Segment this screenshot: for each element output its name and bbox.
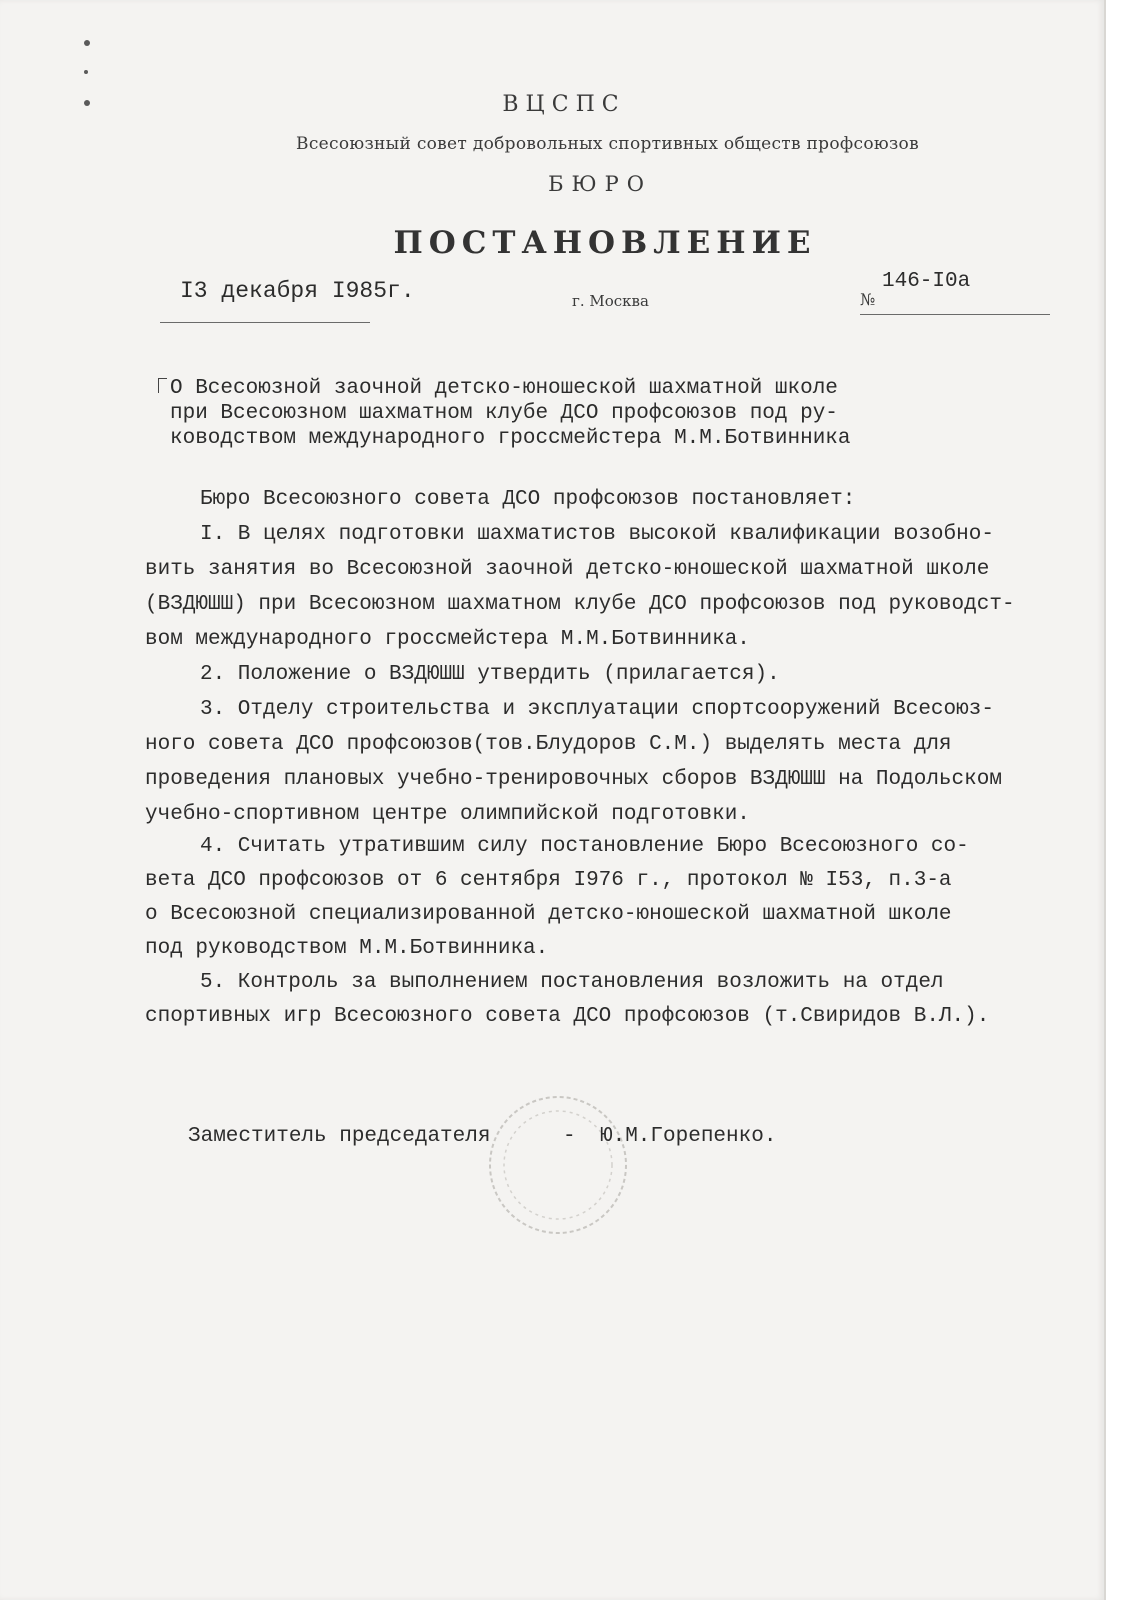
body-line: проведения плановых учебно-тренировочных сборов ВЗДЮШШ на Подольском bbox=[145, 768, 1002, 791]
margin-mark bbox=[84, 70, 88, 74]
body-line: ного совета ДСО профсоюзов(тов.Блудоров С.М.) выделять места для bbox=[145, 733, 952, 756]
body-line: вета ДСО профсоюзов от 6 сентября I976 г., протокол № I53, п.3-а bbox=[145, 869, 952, 892]
subject-bracket bbox=[158, 378, 167, 393]
body-line: спортивных игр Всесоюзного совета ДСО профсоюзов (т.Свиридов В.Л.). bbox=[145, 1005, 990, 1028]
subject-line: при Всесоюзном шахматном клубе ДСО профсоюзов под ру- bbox=[170, 402, 838, 425]
margin-mark bbox=[84, 40, 90, 46]
document-date: I3 декабря I985г. bbox=[180, 278, 415, 304]
number-underline bbox=[860, 314, 1050, 315]
body-line: 2. Положение о ВЗДЮШШ утвердить (прилагается). bbox=[200, 663, 780, 686]
body-line: вить занятия во Всесоюзной заочной детско-юношеской шахматной школе bbox=[145, 558, 990, 581]
signature-dash: - bbox=[563, 1125, 576, 1148]
subject-line: О Всесоюзной заочной детско-юношеской шахматной школе bbox=[170, 377, 838, 400]
seal-stamp bbox=[480, 1085, 640, 1245]
subject-line: ководством международного гроссмейстера М.М.Ботвинника bbox=[170, 427, 851, 450]
bureau-heading: БЮРО bbox=[548, 172, 652, 196]
body-line: о Всесоюзной специализированной детско-юношеской шахматной школе bbox=[145, 903, 952, 926]
document-number: 146-I0а bbox=[882, 270, 971, 293]
document-city: г. Москва bbox=[572, 292, 649, 310]
body-line: Бюро Всесоюзного совета ДСО профсоюзов постановляет: bbox=[200, 488, 856, 511]
body-line: 5. Контроль за выполнением постановления возложить на отдел bbox=[200, 971, 944, 994]
body-line: 3. Отделу строительства и эксплуатации спортсооружений Всесоюз- bbox=[200, 698, 994, 721]
body-line: (ВЗДЮШШ) при Всесоюзном шахматном клубе ДСО профсоюзов под руководст- bbox=[145, 593, 1015, 616]
signatory-name: Ю.М.Горепенко. bbox=[600, 1125, 777, 1148]
body-line: учебно-спортивном центре олимпийской подготовки. bbox=[145, 803, 750, 826]
number-sign: № bbox=[860, 290, 876, 309]
body-line: I. В целях подготовки шахматистов высокой квалификации возобно- bbox=[200, 523, 994, 546]
document-subject bbox=[170, 376, 851, 451]
body-line: 4. Считать утратившим силу постановление Бюро Всесоюзного со- bbox=[200, 835, 969, 858]
body-line: вом международного гроссмейстера М.М.Ботвинника. bbox=[145, 628, 750, 651]
body-line: под руководством М.М.Ботвинника. bbox=[145, 937, 549, 960]
document-type-title: ПОСТАНОВЛЕНИЕ bbox=[393, 225, 817, 261]
org-full-name: Всесоюзный совет добровольных спортивных обществ профсоюзов bbox=[296, 134, 919, 154]
org-abbreviation: ВЦСПС bbox=[502, 92, 626, 117]
date-underline bbox=[160, 322, 370, 323]
signatory-title: Заместитель председателя bbox=[188, 1125, 491, 1148]
